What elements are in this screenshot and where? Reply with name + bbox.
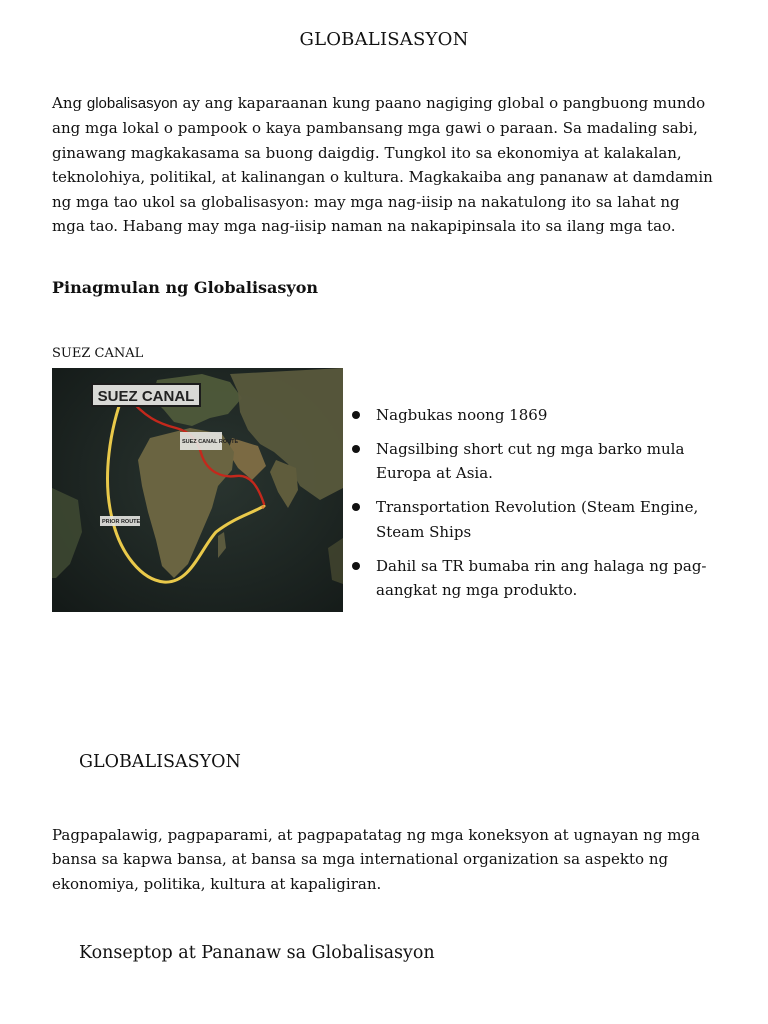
list-item bbox=[352, 437, 712, 486]
intro-paragraph bbox=[52, 91, 716, 238]
intro-term: globalisasyon bbox=[86, 95, 178, 112]
list-item bbox=[352, 554, 712, 603]
list-item bbox=[352, 403, 712, 427]
intro-body: ay ang kaparaanan kung paano nagiging global o pangbuong mundo ang mga lokal o pampook o kaya pambansang mga gawi o paraan. Sa madaling sabi, ginawang magkakasama sa buong daigdig. Tungkol ito sa ekonomiya at kalakalan, teknolohiya, politikal, at kalinangan o kultura. Magkakaiba ang pananaw at damdamin ng mga tao ukol sa globalisasyon: may mga nag-iisip na nakatulong ito sa lahat ng mga tao. Habang may mga nag-iisip naman na nakapipinsala ito sa ilang mga tao. bbox=[52, 94, 713, 236]
suez-facts-list bbox=[352, 403, 712, 612]
suez-canal-map bbox=[52, 368, 343, 612]
page-title: GLOBALISASYON bbox=[299, 29, 469, 50]
suez-canal-map-image bbox=[52, 368, 343, 612]
bullet-dot-icon bbox=[352, 503, 360, 511]
map-banner-text: SUEZ CANAL bbox=[97, 388, 195, 405]
origin-heading: Pinagmulan ng Globalisasyon bbox=[52, 278, 319, 297]
list-item-text: Nagsilbing short cut ng mga barko mula Europa at Asia. bbox=[376, 439, 685, 483]
intro-lead: Ang bbox=[52, 94, 87, 112]
list-item-text: Dahil sa TR bumaba rin ang halaga ng pag-aangkat ng mga produkto. bbox=[376, 556, 707, 599]
list-item-text: Nagbukas noong 1869 bbox=[376, 406, 548, 424]
suez-route-label: SUEZ CANAL ROUTE bbox=[182, 439, 239, 445]
prior-route-label: PRIOR ROUTE bbox=[102, 519, 141, 525]
list-item-text: Transportation Revolution (Steam Engine, Steam Ships bbox=[376, 498, 699, 541]
suez-canal-label: SUEZ CANAL bbox=[52, 346, 144, 361]
bullet-dot-icon bbox=[352, 562, 360, 570]
prior-route-end bbox=[262, 506, 264, 508]
section2-paragraph: Pagpapalawig, pagpaparami, at pagpapatatag ng mga koneksyon at ugnayan ng mga bansa sa kapwa bansa, at bansa sa mga international organization sa aspekto ng ekonomiya, politika, kultura at kapaligiran. bbox=[52, 826, 700, 893]
section3-heading: Konseptop at Pananaw sa Globalisasyon bbox=[79, 943, 435, 963]
bullet-dot-icon bbox=[352, 445, 360, 453]
bullet-dot-icon bbox=[352, 411, 360, 419]
list-item bbox=[352, 495, 712, 544]
section2-heading: GLOBALISASYON bbox=[79, 752, 241, 772]
